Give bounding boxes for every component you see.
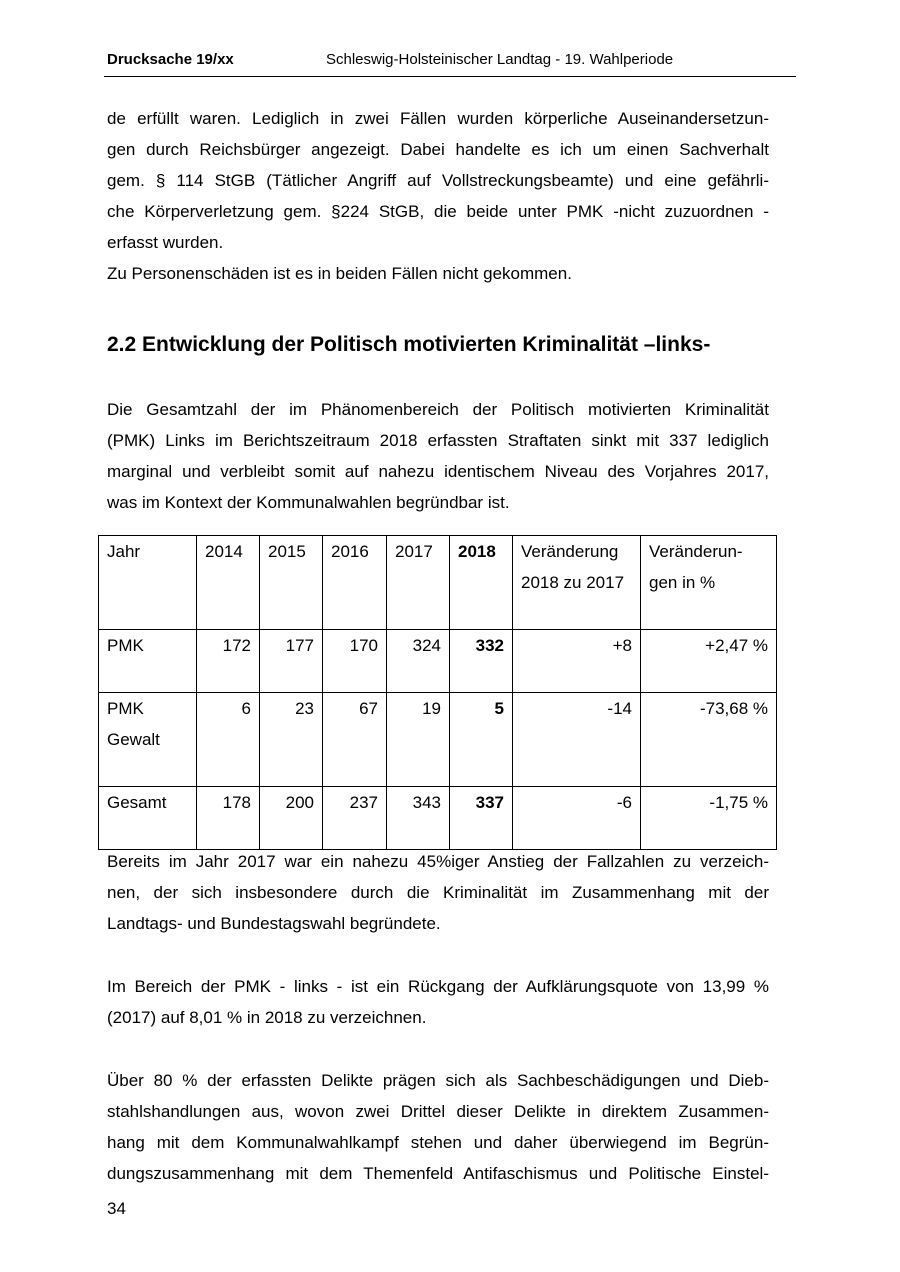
- header-cell-jahr: Jahr: [99, 536, 197, 630]
- cell-2016: 170: [323, 630, 387, 693]
- cell-percent: -1,75 %: [641, 787, 777, 850]
- text-line: (2017) auf 8,01 % in 2018 zu verzeichnen.: [107, 1008, 427, 1027]
- header-change-line1: Veränderung: [521, 542, 619, 561]
- cell-change: -14: [513, 693, 641, 787]
- table-row: [99, 630, 777, 693]
- cell-2018: 337: [450, 787, 513, 850]
- table-row: [99, 693, 777, 787]
- cell-2017: 343: [387, 787, 450, 850]
- header-divider: [104, 76, 796, 77]
- row-label-line1: PMK: [107, 699, 144, 718]
- text-line: gem. § 114 StGB (Tätlicher Angriff auf Vollstreckungsbeamte) und eine gefährli-: [107, 171, 769, 190]
- statistics-table: [98, 535, 777, 850]
- text-line: de erfüllt waren. Lediglich in zwei Fällen wurden körperliche Auseinandersetzun-: [107, 109, 769, 128]
- text-line: che Körperverletzung gem. §224 StGB, die beide unter PMK -nicht zuzuordnen -: [107, 202, 769, 221]
- text-line: Die Gesamtzahl der im Phänomenbereich der Politisch motivierten Kriminalität: [107, 400, 769, 419]
- header-cell-change: [513, 536, 641, 630]
- text-line: gen durch Reichsbürger angezeigt. Dabei handelte es ich um einen Sachverhalt: [107, 140, 769, 159]
- section-heading: 2.2 Entwicklung der Politisch motivierten Kriminalität –links-: [107, 333, 711, 356]
- row-label: [99, 693, 197, 787]
- text-line: (PMK) Links im Berichtszeitraum 2018 erfassten Straftaten sinkt mit 337 lediglich: [107, 431, 769, 450]
- header-cell-2018: 2018: [450, 536, 513, 630]
- header-title: Schleswig-Holsteinischer Landtag - 19. Wahlperiode: [326, 51, 674, 68]
- cell-2018: 5: [450, 693, 513, 787]
- page-number: 34: [107, 1199, 126, 1218]
- paragraph-offence-types: [107, 1065, 769, 1189]
- text-line: nen, der sich insbesondere durch die Kriminalität im Zusammenhang mit der: [107, 883, 769, 902]
- cell-2017: 324: [387, 630, 450, 693]
- cell-2018: 332: [450, 630, 513, 693]
- text-line: erfasst wurden.: [107, 233, 224, 252]
- cell-percent: +2,47 %: [641, 630, 777, 693]
- text-line: Landtags- und Bundestagswahl begründete.: [107, 914, 441, 933]
- header-cell-2014: 2014: [197, 536, 260, 630]
- paragraph-clearance-rate: [107, 971, 769, 1033]
- header-percent-line2: gen in %: [649, 573, 716, 592]
- cell-2016: 237: [323, 787, 387, 850]
- cell-change: +8: [513, 630, 641, 693]
- header-percent-line1: Veränderun-: [649, 542, 743, 561]
- cell-2015: 200: [260, 787, 323, 850]
- text-line: stahlshandlungen aus, wovon zwei Drittel dieser Delikte in direktem Zusammen-: [107, 1102, 769, 1121]
- row-label: PMK: [99, 630, 197, 693]
- text-line: Im Bereich der PMK - links - ist ein Rückgang der Aufklärungsquote von 13,99 %: [107, 977, 769, 996]
- cell-2017: 19: [387, 693, 450, 787]
- intro-paragraph: [107, 103, 769, 289]
- paragraph-total: [107, 394, 769, 518]
- header-cell-2015: 2015: [260, 536, 323, 630]
- table-row: [99, 787, 777, 850]
- header-change-line2: 2018 zu 2017: [521, 573, 625, 592]
- paragraph-previous-year: [107, 846, 769, 939]
- table-header-row: [99, 536, 777, 630]
- cell-2015: 177: [260, 630, 323, 693]
- header-cell-2016: 2016: [323, 536, 387, 630]
- cell-change: -6: [513, 787, 641, 850]
- cell-2015: 23: [260, 693, 323, 787]
- text-line: dungszusammenhang mit dem Themenfeld Antifaschismus und Politische Einstel-: [107, 1164, 769, 1183]
- header-document-number: Drucksache 19/xx: [107, 51, 234, 68]
- text-line: Bereits im Jahr 2017 war ein nahezu 45%iger Anstieg der Fallzahlen zu verzeich-: [107, 852, 769, 871]
- cell-percent: -73,68 %: [641, 693, 777, 787]
- row-label-line2: Gewalt: [107, 730, 160, 749]
- text-line: hang mit dem Kommunalwahlkampf stehen und daher überwiegend im Begrün-: [107, 1133, 769, 1152]
- header-cell-2017: 2017: [387, 536, 450, 630]
- text-line: was im Kontext der Kommunalwahlen begründbar ist.: [107, 493, 510, 512]
- cell-2014: 178: [197, 787, 260, 850]
- text-line: Über 80 % der erfassten Delikte prägen sich als Sachbeschädigungen und Dieb-: [107, 1071, 769, 1090]
- cell-2014: 172: [197, 630, 260, 693]
- text-line: marginal und verbleibt somit auf nahezu identischem Niveau des Vorjahres 2017,: [107, 462, 769, 481]
- row-label: Gesamt: [99, 787, 197, 850]
- cell-2014: 6: [197, 693, 260, 787]
- header-cell-percent: [641, 536, 777, 630]
- text-line: Zu Personenschäden ist es in beiden Fällen nicht gekommen.: [107, 264, 572, 283]
- cell-2016: 67: [323, 693, 387, 787]
